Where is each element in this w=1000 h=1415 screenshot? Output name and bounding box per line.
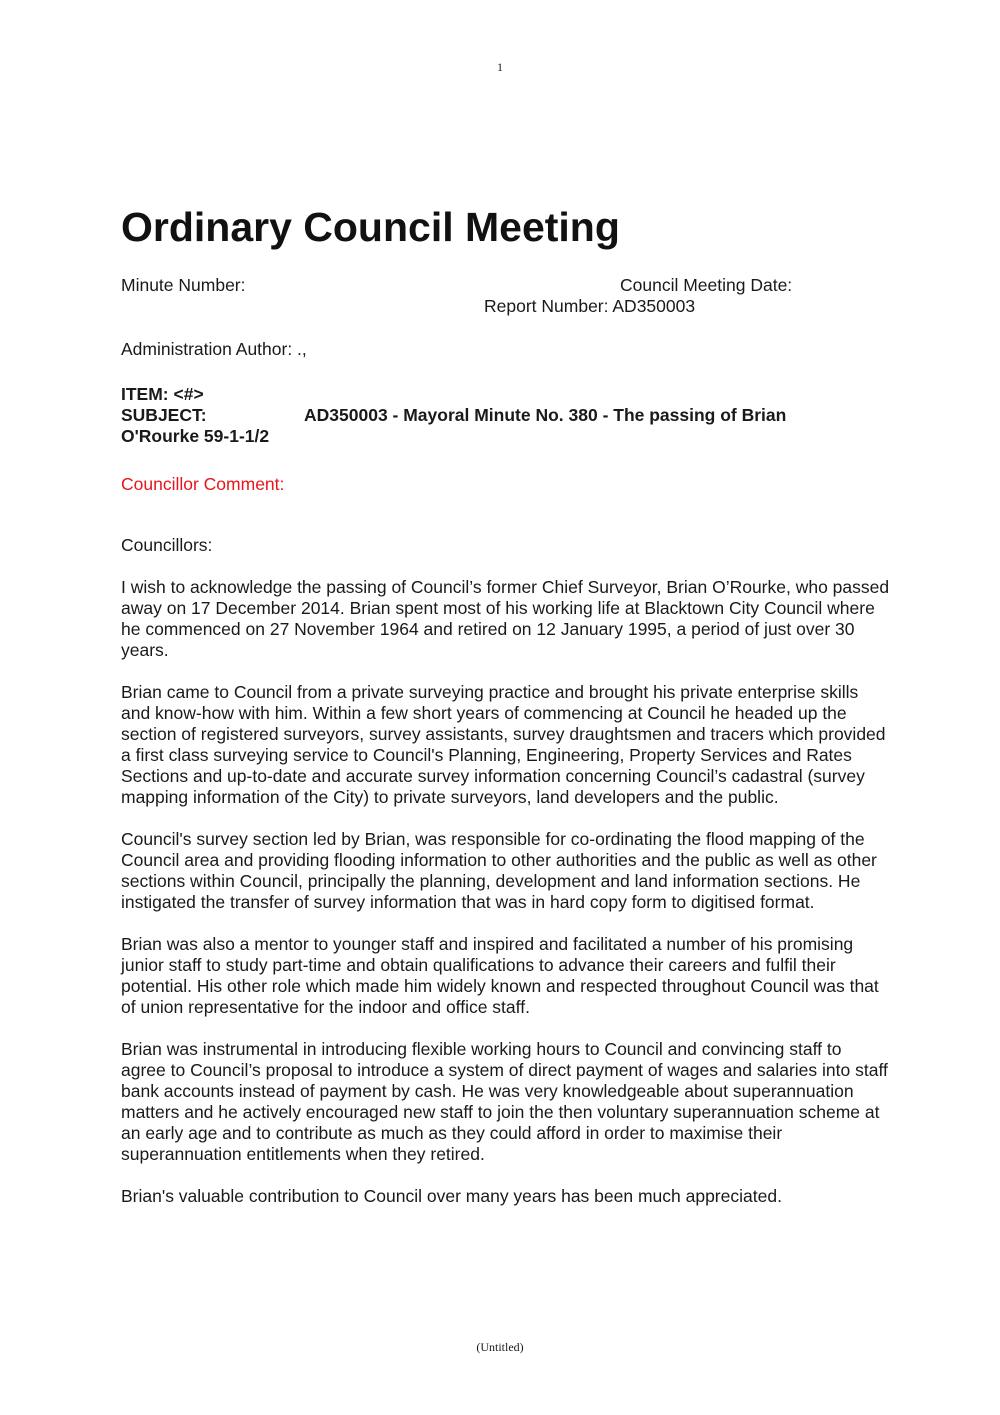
admin-author: Administration Author: ., [121, 339, 307, 359]
paragraph: Brian was also a mentor to younger staff and inspired and facilitated a number of his promising junior staff to study part-time and obtain qualifications to advance their careers and fulfil their potential. His other role which made him widely known and respected throughout Council was that of union representative for the indoor and office staff. [121, 934, 879, 1017]
councillor-comment-heading: Councillor Comment: [121, 474, 285, 494]
body-paragraphs [121, 577, 891, 1228]
document-title: Ordinary Council Meeting [121, 204, 620, 250]
meeting-date-label: Council Meeting Date: [620, 275, 793, 295]
report-number: Report Number: AD350003 [484, 296, 696, 316]
paragraph: I wish to acknowledge the passing of Council’s former Chief Surveyor, Brian O’Rourke, who passed away on 17 December 2014. Brian spent most of his working life at Blacktown City Council where he commenced on 27 November 1964 and retired on 12 January 1995, a period of just over 30 years. [121, 577, 890, 660]
salutation: Councillors: [121, 535, 213, 555]
minute-number-label: Minute Number: [121, 275, 246, 295]
paragraph: Brian's valuable contribution to Council over many years has been much appreciated. [121, 1186, 782, 1206]
page-footer: (Untitled) [476, 1340, 524, 1354]
item-line: ITEM: <#> [121, 384, 204, 404]
subject-block [121, 405, 821, 447]
paragraph: Brian came to Council from a private surveying practice and brought his private enterprise skills and know-how with him. Within a few short years of commencing at Council he headed up the section of registered surveyors, survey assistants, survey draughtsmen and tracers which provided a first class surveying service to Council's Planning, Engineering, Property Services and Rates Sections and up-to-date and accurate survey information concerning Council’s cadastral (survey mapping information of the City) to private surveyors, land developers and the public. [121, 682, 886, 807]
subject-label: SUBJECT: [121, 405, 207, 425]
paragraph: Brian was instrumental in introducing flexible working hours to Council and convincing staff to agree to Council’s proposal to introduce a system of direct payment of wages and salaries into staff bank accounts instead of payment by cash. He was very knowledgeable about superannuation matters and he actively encouraged new staff to join the then voluntary superannuation scheme at an early age and to contribute as much as they could afford in order to maximise their superannuation entitlements when they retired. [121, 1039, 888, 1164]
subject-text: AD350003 - Mayoral Minute No. 380 - The passing of Brian O'Rourke 59-1-1/2 [121, 405, 787, 446]
page-number: 1 [497, 60, 503, 74]
paragraph: Council's survey section led by Brian, was responsible for co-ordinating the flood mapping of the Council area and providing flooding information to other authorities and the public as well as other sections within Council, principally the planning, development and land information sections. He instigated the transfer of survey information that was in hard copy form to digitised format. [121, 829, 877, 912]
